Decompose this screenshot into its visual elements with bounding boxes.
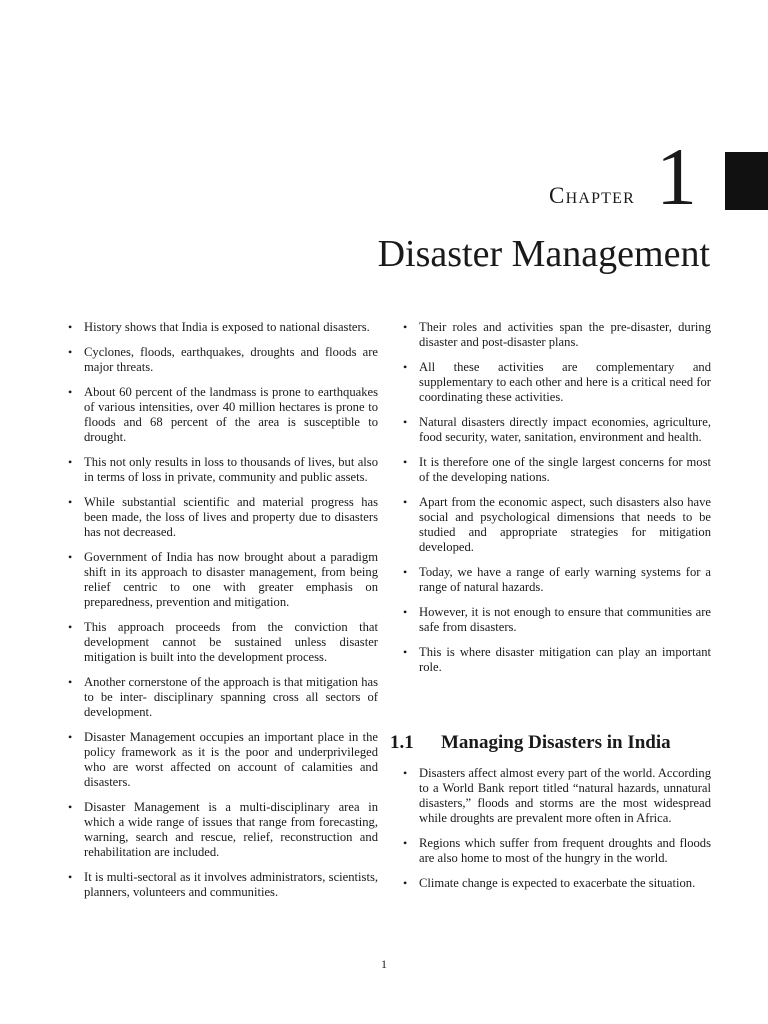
bullet-marker-icon: • bbox=[403, 836, 408, 850]
bullet-item bbox=[400, 836, 711, 866]
chapter-label: Chapter bbox=[549, 183, 635, 208]
bullet-text: Regions which suffer from frequent droughts and floods are also home to most of the hungry in the world. bbox=[419, 836, 711, 865]
bullet-text: Disaster Management is a multi-disciplinary area in which a wide range of issues that range from forecasting, warning, search and rescue, relief, reconstruction and rehabilitation are included. bbox=[84, 800, 378, 859]
bullet-text: Natural disasters directly impact economies, agriculture, food security, water, sanitation, environment and health. bbox=[419, 415, 711, 444]
bullet-text: Government of India has now brought about a paradigm shift in its approach to disaster management, from being relief centric to one with greater emphasis on preparedness, prevention and mitigation. bbox=[84, 550, 378, 609]
bullet-marker-icon: • bbox=[403, 415, 408, 429]
bullet-text: Cyclones, floods, earthquakes, droughts and floods are major threats. bbox=[84, 345, 378, 374]
bullet-marker-icon: • bbox=[68, 455, 73, 469]
bullet-text: Today, we have a range of early warning systems for a range of natural hazards. bbox=[419, 565, 711, 594]
bullet-text: Disasters affect almost every part of the world. According to a World Bank report titled “natural hazards, unnatural disasters,” floods and storms are the most widespread while droughts are prevalent more often in Africa. bbox=[419, 766, 711, 825]
bullet-item bbox=[400, 605, 711, 635]
bullet-item bbox=[400, 455, 711, 485]
bullet-marker-icon: • bbox=[68, 800, 73, 814]
bullet-marker-icon: • bbox=[68, 320, 73, 334]
section-number: 1.1 bbox=[390, 732, 414, 753]
bullet-marker-icon: • bbox=[68, 495, 73, 509]
bullet-text: This is where disaster mitigation can play an important role. bbox=[419, 645, 711, 674]
bullet-text: Their roles and activities span the pre-disaster, during disaster and post-disaster plans. bbox=[419, 320, 711, 349]
section-list bbox=[400, 766, 711, 901]
bullet-text: Another cornerstone of the approach is that mitigation has to be inter- disciplinary spanning cross all sectors of development. bbox=[84, 675, 378, 719]
bullet-text: It is multi-sectoral as it involves administrators, scientists, planners, volunteers and communities. bbox=[84, 870, 378, 899]
bullet-item bbox=[65, 345, 378, 375]
chapter-number: 1 bbox=[656, 131, 697, 222]
bullet-item bbox=[65, 320, 378, 335]
bullet-item bbox=[65, 620, 378, 665]
bullet-item bbox=[400, 565, 711, 595]
bullet-marker-icon: • bbox=[403, 766, 408, 780]
page-number: 1 bbox=[381, 957, 387, 971]
section-title: Managing Disasters in India bbox=[441, 732, 671, 753]
bullet-item bbox=[65, 675, 378, 720]
bullet-text: It is therefore one of the single largest concerns for most of the developing nations. bbox=[419, 455, 711, 484]
bullet-marker-icon: • bbox=[403, 645, 408, 659]
bullet-marker-icon: • bbox=[403, 876, 408, 890]
bullet-marker-icon: • bbox=[68, 385, 73, 399]
bullet-item bbox=[65, 385, 378, 445]
bullet-item bbox=[65, 800, 378, 860]
bullet-text: About 60 percent of the landmass is prone to earthquakes of various intensities, over 40 million hectares is prone to floods and 68 percent of the area is susceptible to drought. bbox=[84, 385, 378, 444]
bullet-marker-icon: • bbox=[68, 730, 73, 744]
chapter-thumb-tab bbox=[725, 152, 768, 210]
bullet-text: All these activities are complementary and supplementary to each other and here is a critical need for coordinating these activities. bbox=[419, 360, 711, 404]
bullet-item bbox=[400, 415, 711, 445]
bullet-marker-icon: • bbox=[403, 605, 408, 619]
bullet-item bbox=[65, 730, 378, 790]
bullet-text: History shows that India is exposed to national disasters. bbox=[84, 320, 370, 334]
bullet-item bbox=[400, 320, 711, 350]
bullet-text: This not only results in loss to thousands of lives, but also in terms of loss in private, community and public assets. bbox=[84, 455, 378, 484]
bullet-marker-icon: • bbox=[403, 320, 408, 334]
bullet-text: Disaster Management occupies an important place in the policy framework as it is the poor and underprivileged who are worst affected on account of calamities and disasters. bbox=[84, 730, 378, 789]
bullet-marker-icon: • bbox=[68, 620, 73, 634]
bullet-marker-icon: • bbox=[403, 455, 408, 469]
bullet-text: However, it is not enough to ensure that communities are safe from disasters. bbox=[419, 605, 711, 634]
left-column-list bbox=[65, 320, 378, 910]
bullet-item bbox=[400, 495, 711, 555]
bullet-marker-icon: • bbox=[68, 870, 73, 884]
bullet-marker-icon: • bbox=[403, 495, 408, 509]
bullet-text: Apart from the economic aspect, such disasters also have social and psychological dimensions that needs to be studied and appropriate strategies for mitigation developed. bbox=[419, 495, 711, 554]
bullet-marker-icon: • bbox=[68, 345, 73, 359]
bullet-text: This approach proceeds from the conviction that development cannot be sustained unless disaster mitigation is built into the development process. bbox=[84, 620, 378, 664]
bullet-marker-icon: • bbox=[68, 550, 73, 564]
bullet-marker-icon: • bbox=[403, 360, 408, 374]
bullet-item bbox=[65, 550, 378, 610]
bullet-item bbox=[65, 870, 378, 900]
bullet-text: While substantial scientific and material progress has been made, the loss of lives and property due to disasters has not decreased. bbox=[84, 495, 378, 539]
bullet-item bbox=[400, 766, 711, 826]
bullet-item bbox=[65, 495, 378, 540]
bullet-item bbox=[400, 645, 711, 675]
bullet-marker-icon: • bbox=[403, 565, 408, 579]
bullet-item bbox=[400, 876, 711, 891]
right-column-list bbox=[400, 320, 711, 685]
bullet-marker-icon: • bbox=[68, 675, 73, 689]
bullet-item bbox=[400, 360, 711, 405]
chapter-title: Disaster Management bbox=[377, 233, 710, 275]
section-heading bbox=[390, 732, 671, 754]
bullet-item bbox=[65, 455, 378, 485]
bullet-text: Climate change is expected to exacerbate the situation. bbox=[419, 876, 696, 890]
